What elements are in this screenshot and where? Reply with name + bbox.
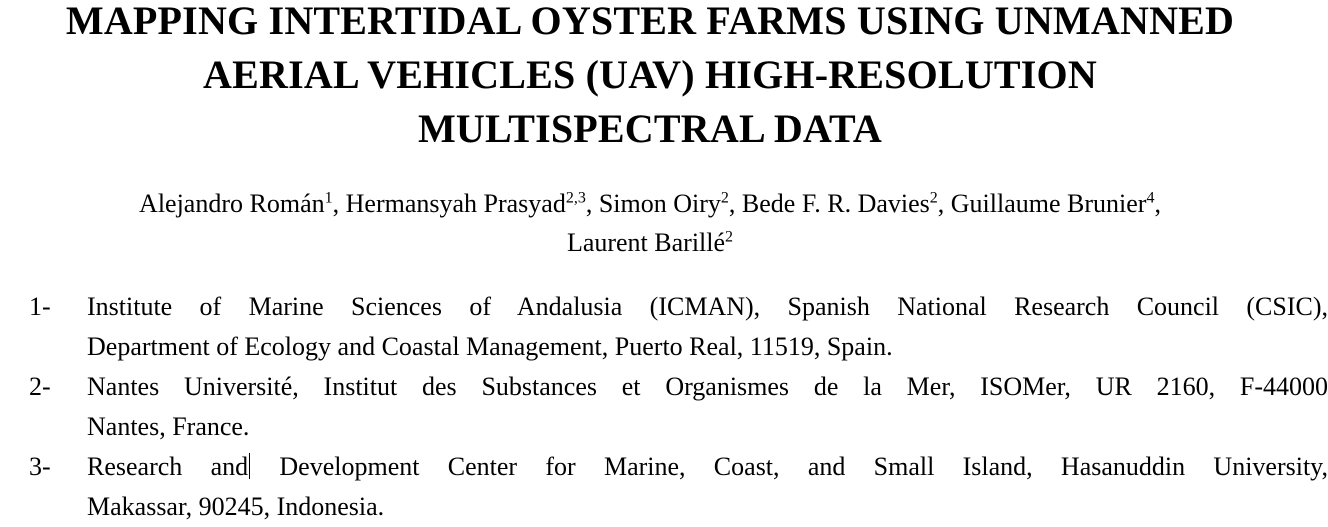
affiliation-line: Nantes Université, Institut des Substances et Organismes de la Mer, ISOMer, UR 2160, F-44000 — [87, 372, 1328, 401]
affiliation-text — [87, 287, 1328, 367]
title-line: MULTISPECTRAL DATA — [417, 106, 883, 151]
author-affiliation-mark: 2,3 — [565, 189, 586, 207]
author-line — [0, 223, 1300, 262]
title-line: AERIAL VEHICLES (UAV) HIGH-RESOLUTION — [203, 52, 1097, 97]
author-separator: , — [728, 189, 742, 218]
affiliation-line: Department of Ecology and Coastal Management, Puerto Real, 11519, Spain. — [87, 332, 893, 361]
affiliation-number: 3- — [29, 452, 51, 481]
author-affiliation-mark: 2 — [720, 189, 729, 207]
affiliation-line: Institute of Marine Sciences of Andalusia (ICMAN), Spanish National Research Council (CSIC), — [87, 292, 1328, 321]
author-affiliation-mark: 2 — [725, 228, 734, 246]
affiliation-item — [0, 287, 1328, 367]
affiliation-text — [87, 367, 1328, 447]
affiliation-line — [87, 447, 1328, 487]
author-list — [0, 184, 1300, 262]
title-line: MAPPING INTERTIDAL OYSTER FARMS USING UNMANNED — [65, 0, 1235, 43]
affiliation-item — [0, 367, 1328, 447]
author-affiliation-mark: 1 — [324, 189, 333, 207]
author-name: Bede F. R. Davies — [741, 189, 930, 218]
affiliation-number: 2- — [29, 372, 51, 401]
author-line — [0, 184, 1300, 223]
author-name: Alejandro Román — [139, 189, 325, 218]
affiliation-text — [87, 447, 1328, 527]
affiliation-line-part: Development Center for Marine, Coast, and Small Island, Hasanuddin University, — [251, 452, 1328, 481]
author-separator: , — [937, 189, 951, 218]
author-affiliation-mark: 2 — [929, 189, 938, 207]
author-name: Simon Oiry — [598, 189, 721, 218]
author-name: Laurent Barillé — [566, 228, 726, 257]
affiliation-item — [0, 447, 1328, 527]
affiliation-line-part: Research and — [87, 452, 249, 481]
paper-title — [0, 0, 1300, 156]
author-name: Hermansyah Prasyad — [345, 189, 566, 218]
text-cursor — [249, 453, 250, 479]
affiliation-line: Makassar, 90245, Indonesia. — [87, 492, 385, 521]
author-name: Guillaume Brunier — [950, 189, 1147, 218]
affiliation-list — [0, 287, 1328, 527]
affiliation-number: 1- — [29, 292, 51, 321]
author-separator: , — [332, 189, 346, 218]
author-separator: , — [585, 189, 599, 218]
author-affiliation-mark: 4 — [1146, 189, 1155, 207]
author-separator: , — [1154, 189, 1161, 218]
affiliation-line: Nantes, France. — [87, 412, 250, 441]
